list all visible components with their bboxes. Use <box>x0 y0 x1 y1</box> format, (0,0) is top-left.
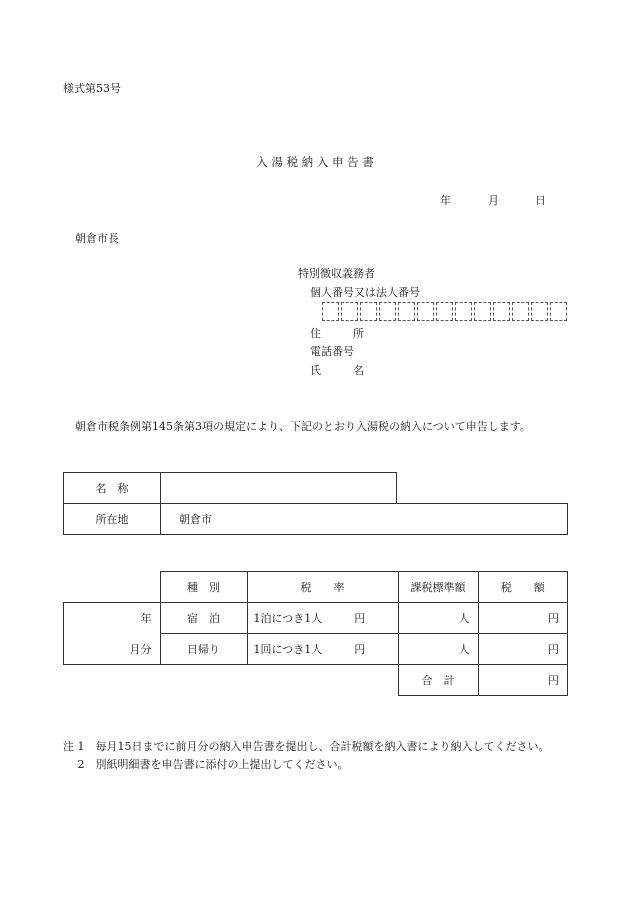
row-base[interactable]: 人 <box>398 603 478 634</box>
address-label: 住 所 <box>310 327 364 340</box>
period-month-label: 月分 <box>64 634 161 665</box>
total-amount[interactable]: 円 <box>478 665 568 696</box>
date-day-label: 日 <box>535 194 546 207</box>
note-item: 2 別紙明細書を申告書に添付の上提出してください。 <box>63 758 349 771</box>
name-label: 氏 名 <box>310 364 364 377</box>
row-amount[interactable]: 円 <box>478 603 568 634</box>
header-rate: 税 率 <box>247 572 398 603</box>
id-digit-box[interactable] <box>550 302 567 321</box>
row-amount[interactable]: 円 <box>478 634 568 665</box>
id-digit-box[interactable] <box>322 302 339 321</box>
total-label: 合 計 <box>398 665 478 696</box>
facility-location-field[interactable]: 朝倉市 <box>161 504 568 535</box>
period-year-label: 年 <box>64 603 161 634</box>
facility-location-label: 所在地 <box>64 504 161 535</box>
date-year-label: 年 <box>440 194 451 207</box>
id-digit-box[interactable] <box>341 302 358 321</box>
row-rate[interactable]: 1回につき1人 円 <box>247 634 398 665</box>
id-number-label: 個人番号又は法人番号 <box>310 286 420 299</box>
id-digit-box[interactable] <box>531 302 548 321</box>
form-number: 様式第53号 <box>63 82 121 95</box>
id-number-boxes[interactable] <box>322 302 569 321</box>
row-type: 宿 泊 <box>160 603 247 634</box>
addressee: 朝倉市長 <box>75 232 119 245</box>
notes <box>63 738 550 774</box>
header-amount: 税 額 <box>478 572 568 603</box>
row-rate[interactable]: 1泊につき1人 円 <box>247 603 398 634</box>
id-digit-box[interactable] <box>398 302 415 321</box>
facility-name-field[interactable] <box>161 473 397 504</box>
header-type: 種 別 <box>160 572 247 603</box>
date-month-label: 月 <box>488 194 499 207</box>
facility-name-label: 名 称 <box>64 473 161 504</box>
form-title: 入 湯 税 納 入 申 告 書 <box>256 155 374 169</box>
phone-label: 電話番号 <box>310 345 354 358</box>
tax-table <box>63 571 568 696</box>
id-digit-box[interactable] <box>360 302 377 321</box>
row-base[interactable]: 人 <box>398 634 478 665</box>
id-digit-box[interactable] <box>379 302 396 321</box>
id-digit-box[interactable] <box>474 302 491 321</box>
note-item: 注 1 毎月15日までに前月分の納入申告書を提出し、合計税額を納入書により納入してください。 <box>63 740 550 753</box>
id-digit-box[interactable] <box>417 302 434 321</box>
header-base: 課税標準額 <box>398 572 478 603</box>
declaration-statement: 朝倉市税条例第145条第3項の規定により、下記のとおり入湯税の納入について申告します。 <box>75 420 531 433</box>
id-digit-box[interactable] <box>455 302 472 321</box>
id-digit-box[interactable] <box>512 302 529 321</box>
facility-table <box>63 472 568 535</box>
id-digit-box[interactable] <box>436 302 453 321</box>
id-digit-box[interactable] <box>493 302 510 321</box>
row-type: 日帰り <box>160 634 247 665</box>
taxpayer-heading: 特別徴収義務者 <box>298 267 375 280</box>
